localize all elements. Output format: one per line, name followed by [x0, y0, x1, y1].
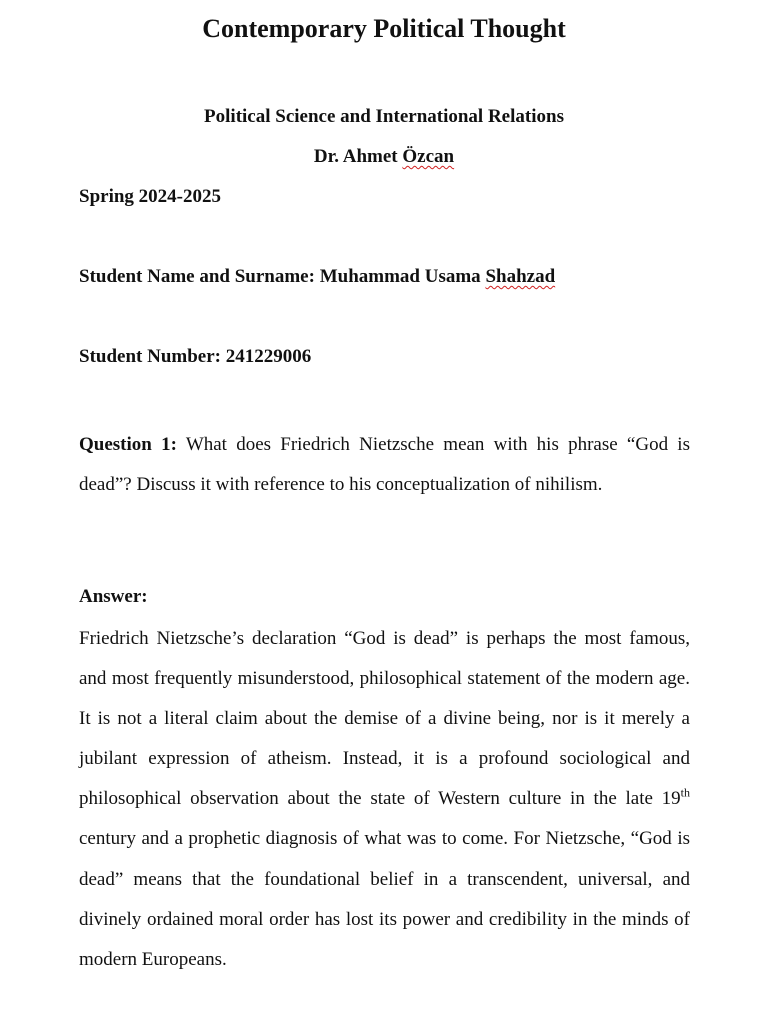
student-name-label: Student Name and Surname:	[79, 266, 315, 287]
instructor-line	[0, 146, 768, 168]
instructor-name: Dr. Ahmet	[313, 146, 403, 167]
student-name-line	[79, 266, 555, 288]
student-surname: Shahzad	[485, 266, 556, 287]
question-text: What does Friedrich Nietzsche mean with his phrase “God is dead”? Discuss it with reference to his conceptualization of nihilism.	[79, 434, 690, 495]
answer-heading: Answer:	[79, 586, 148, 607]
term-line: Spring 2024-2025	[79, 186, 221, 207]
department-line: Political Science and International Relations	[204, 106, 564, 127]
instructor-surname: Özcan	[402, 146, 455, 167]
student-number-value: 241229006	[220, 346, 312, 367]
answer-text-part1: Friedrich Nietzsche’s declaration “God is dead” is perhaps the most famous, and most frequently misunderstood, philosophical statement of the modern age. It is not a literal claim about the demise of a divine being, nor is it merely a jubilant expression of atheism. Instead, it is a profound sociological and philosophical observation about the state of Western culture in the late 19	[79, 628, 690, 810]
answer-text-part2: century and a prophetic diagnosis of what was to come. For Nietzsche, “God is dead” means that the foundational belief in a transcendent, universal, and divinely ordained moral order has lost its power and credibility in the minds of modern Europeans.	[79, 828, 690, 970]
question-paragraph	[79, 425, 690, 505]
student-number-line	[79, 346, 311, 368]
answer-paragraph	[79, 619, 690, 980]
document-title: Contemporary Political Thought	[202, 14, 566, 43]
question-label: Question 1:	[79, 434, 177, 455]
ordinal-superscript: th	[680, 786, 690, 801]
student-name-value: Muhammad Usama	[314, 266, 486, 287]
student-number-label: Student Number:	[79, 346, 221, 367]
